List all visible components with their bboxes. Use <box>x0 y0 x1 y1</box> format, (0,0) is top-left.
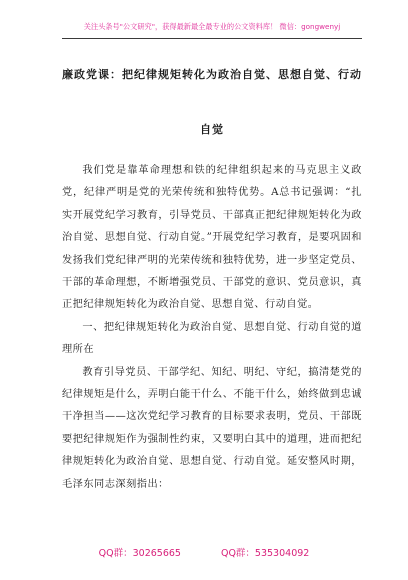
page-footer <box>0 545 408 559</box>
document-title-line-1: 廉政党课：把纪律规矩转化为政治自觉、思想自觉、行动 <box>62 68 362 81</box>
section-heading: 一、把纪律规矩转化为政治自觉、思想自觉、行动自觉的道理所在 <box>62 321 362 356</box>
document-body <box>62 160 362 496</box>
page-header <box>62 18 362 39</box>
footer-qq-group-2: QQ群：535304092 <box>220 548 310 559</box>
document-title-line-2: 自觉 <box>200 123 224 136</box>
body-paragraph: 教育引导党员、干部学纪、知纪、明纪、守纪，搞清楚党的纪律规矩是什么，弄明白能干什么、不能干什么，始终做到忠诚干净担当——这次党纪学习教育的目标要求表明，党员、干部既要把纪律规矩作为强制性约束，又要明白其中的道理，进而把纪律规矩转化为政治自觉、思想自觉、行动自觉。延安整风时期，毛泽东同志深刻指出： <box>62 366 362 490</box>
header-notice: 关注头条号"公文研究"，获得最新最全最专业的公文资料库！ 微信：gongwenyj <box>83 22 341 31</box>
footer-qq-group-1: QQ群：30265665 <box>98 548 181 559</box>
body-paragraph: 我们党是靠革命理想和铁的纪律组织起来的马克思主义政党，纪律严明是党的光荣传统和独特优势。A总书记强调：“扎实开展党纪学习教育，引导党员、干部真正把纪律规矩转化为政治自觉、思想自觉、行动自觉。”开展党纪学习教育，是要巩固和发扬我们党纪律严明的光荣传统和独特优势，进一步坚定党员、干部的革命理想，不断增强党员、干部党的意识、党员意识，真正把纪律规矩转化为政治自觉、思想自觉、行动自觉。 <box>62 165 362 311</box>
